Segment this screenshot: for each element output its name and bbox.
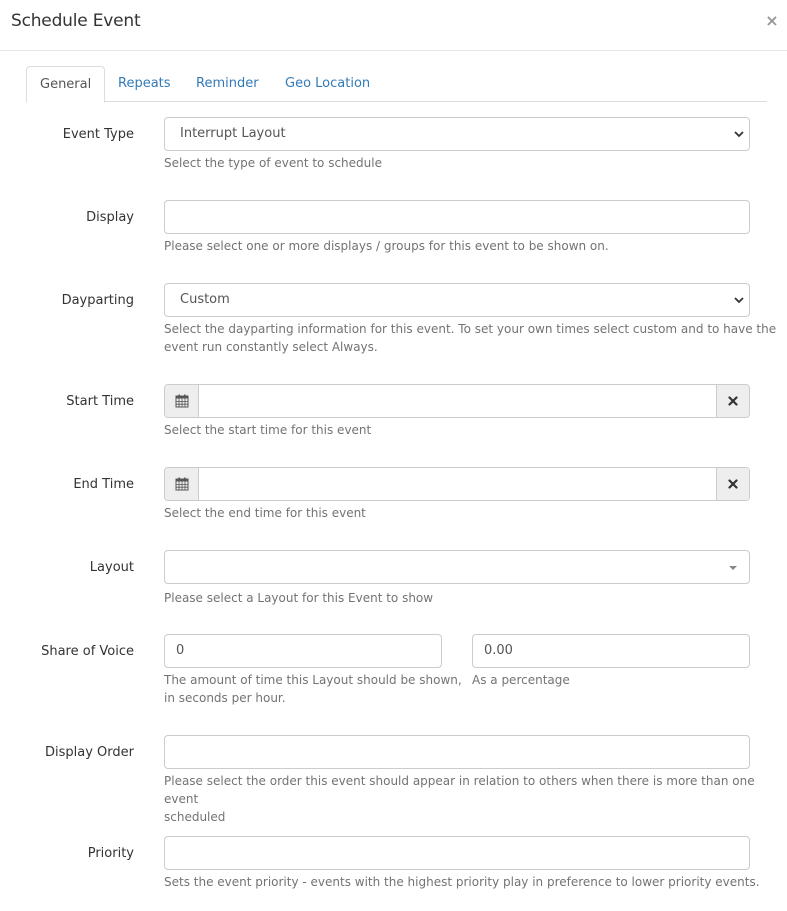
caret-down-icon [729,566,737,570]
display-order-help-line: Please select the order this event should appear in relation to others when there is more than one event [164,774,755,806]
layout-help: Please select a Layout for this Event to show [164,591,434,605]
start-time-help: Select the start time for this event [164,423,372,437]
dayparting-select[interactable] [164,283,750,317]
dayparting-value: Custom [180,292,230,307]
tab-reminder[interactable]: Reminder [196,76,259,91]
display-order-help-line: scheduled [164,810,226,824]
layout-select[interactable] [164,550,750,584]
share-of-voice-seconds-input[interactable]: 0 [164,634,442,668]
display-help: Please select one or more displays / groups for this event to be shown on. [164,239,609,253]
times-icon [728,396,738,406]
event-type-select[interactable] [164,117,750,151]
close-button[interactable]: × [765,11,779,30]
event-type-label: Event Type [62,127,134,142]
calendar-icon [175,478,188,491]
start-time-clear-button[interactable] [716,385,749,417]
event-type-value: Interrupt Layout [180,126,286,141]
display-order-label: Display Order [45,745,134,760]
priority-input[interactable] [164,836,750,870]
end-time-clear-button[interactable] [716,468,749,500]
tab-geo-location[interactable]: Geo Location [285,76,371,91]
share-of-voice-seconds-help-line: The amount of time this Layout should be shown, [164,673,462,687]
start-time-group [164,384,750,418]
end-time-help: Select the end time for this event [164,506,366,520]
calendar-icon [175,395,188,408]
priority-label: Priority [87,846,134,861]
end-time-calendar-addon[interactable] [165,468,199,500]
event-type-help: Select the type of event to schedule [164,156,382,170]
share-of-voice-percent-help: As a percentage [472,673,570,687]
share-of-voice-seconds-help-line: in seconds per hour. [164,691,286,705]
share-of-voice-seconds-help [164,671,462,707]
modal-header [0,0,787,51]
tab-bar [26,66,767,102]
display-order-input[interactable] [164,735,750,769]
share-of-voice-label: Share of Voice [41,644,134,659]
times-icon [728,479,738,489]
start-time-calendar-addon[interactable] [165,385,199,417]
end-time-group [164,467,750,501]
display-order-help [164,772,787,826]
priority-help: Sets the event priority - events with the highest priority play in preference to lower priority events. [164,875,760,889]
tab-repeats[interactable]: Repeats [118,76,171,91]
dayparting-help-line: event run constantly select Always. [164,340,378,354]
dayparting-help-line: Select the dayparting information for this event. To set your own times select custom and to have the [164,322,777,336]
chevron-down-icon [734,129,744,139]
chevron-down-icon [734,295,744,305]
start-time-label: Start Time [66,394,134,409]
display-label: Display [86,210,134,225]
share-of-voice-percent-input[interactable]: 0.00 [472,634,750,668]
display-input[interactable] [164,200,750,234]
modal-title: Schedule Event [11,11,141,31]
end-time-label: End Time [73,477,134,492]
layout-label: Layout [89,560,134,575]
dayparting-label: Dayparting [61,293,134,308]
tab-general[interactable]: General [26,66,105,103]
dayparting-help [164,320,776,356]
